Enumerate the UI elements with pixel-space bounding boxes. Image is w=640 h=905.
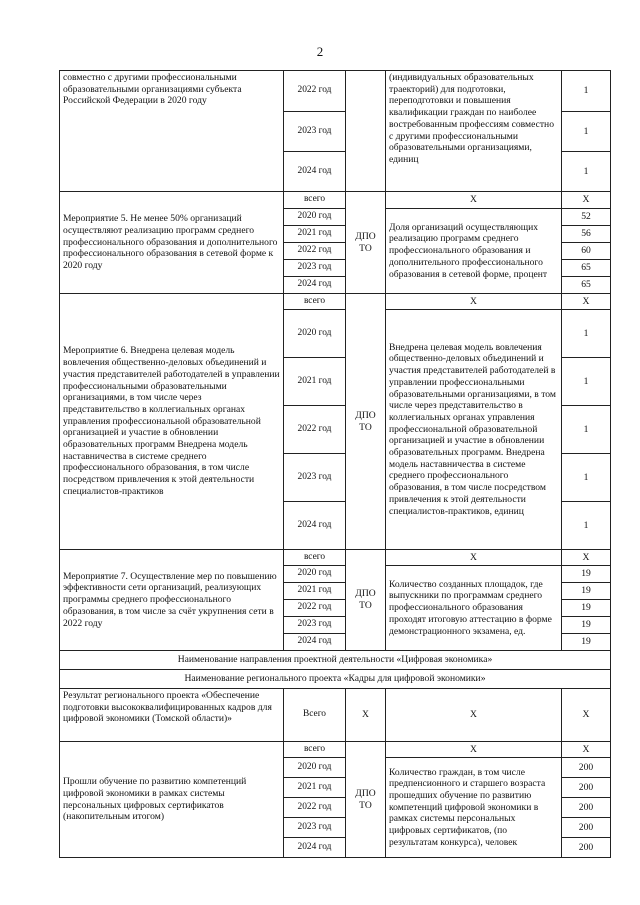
value-cell: 65 [562,277,611,294]
table-row [60,651,611,670]
value-cell: 1 [562,310,611,358]
year-cell: 2024 год [284,277,346,294]
executor-cell: ДПО ТО [346,742,386,858]
total-indicator: X [386,742,562,758]
value-cell: 200 [562,758,611,778]
year-cell: 2022 год [284,406,346,454]
project-table [59,70,611,858]
table-row [60,192,611,209]
total-indicator: X [386,192,562,209]
total-label: всего [284,550,346,566]
total-indicator: X [386,294,562,310]
year-cell: 2021 год [284,778,346,798]
total-value: X [562,550,611,566]
year-cell: 2023 год [284,617,346,634]
executor-cell: ДПО ТО [346,192,386,294]
year-cell: 2023 год [284,454,346,502]
value-cell: 200 [562,778,611,798]
table-row [60,294,611,310]
table-row [60,71,611,112]
total-indicator: X [386,550,562,566]
year-cell: 2023 год [284,112,346,152]
value-cell: 1 [562,152,611,192]
measure-6-description: Мероприятие 6. Внедрена целевая модель вовлечения общественно-деловых объединений и участия представителей работодателей в управлении профессиональными образовательными организациями, в том числе через представительство в коллегиальных органах управления профессиональной образовательной организацией и участие в обновлении образовательных программ Внедрена модель наставничества в системе среднего профессионального образования, в том числе посредством привлечения к этой деятельности специалистов-практиков [60,294,284,550]
year-cell: 2020 год [284,310,346,358]
total-value: X [562,294,611,310]
value-cell: 19 [562,566,611,583]
total-label: всего [284,192,346,209]
value-cell: 52 [562,209,611,226]
value-cell: 1 [562,454,611,502]
executor-cell: ДПО ТО [346,550,386,651]
training-description: Прошли обучение по развитию компетенций цифровой экономики в рамках системы персональных цифровых сертификатов (накопительным итогом) [60,742,284,858]
value-cell: 56 [562,226,611,243]
training-indicator: Количество граждан, в том числе предпенсионного и старшего возраста прошедших обучение по развитию компетенций цифровой экономики в рамках системы персональных цифровых сертификатов, (по результатам конкурса), человек [386,758,562,858]
year-cell: 2020 год [284,209,346,226]
year-cell: 2024 год [284,152,346,192]
value-cell: 1 [562,71,611,112]
year-cell: 2024 год [284,502,346,550]
table-row [60,742,611,758]
year-cell: 2021 год [284,358,346,406]
total-label: всего [284,294,346,310]
year-cell: 2020 год [284,566,346,583]
year-cell: 2022 год [284,600,346,617]
measure-6-indicator: Внедрена целевая модель вовлечения общественно-деловых объединений и участия представителей работодателей в управлении профессиональными образовательными организациями, в том числе через представительство в коллегиальных органах управления профессиональной образовательной организацией и участие в обновлении образовательных программ. Внедрена модель наставничества в системе среднего профессионального образования, в том числе посредством привлечения к этой деятельности специалистов-практиков, единиц [386,310,562,550]
value-cell: 1 [562,358,611,406]
value-cell: 65 [562,260,611,277]
value-cell: 19 [562,583,611,600]
year-cell: 2021 год [284,226,346,243]
value-cell: 19 [562,634,611,651]
table-row [60,550,611,566]
result-executor: X [346,689,386,742]
table-row [60,689,611,742]
result-value: X [562,689,611,742]
total-label: всего [284,742,346,758]
table-row [60,670,611,689]
measure-7-description: Мероприятие 7. Осуществление мер по повышению эффективности сети организаций, реализующих программы среднего профессионального образования, в том числе за счёт укрупнения сети в 2022 году [60,550,284,651]
year-cell: 2023 год [284,818,346,838]
result-total: Всего [284,689,346,742]
year-cell: 2020 год [284,758,346,778]
value-cell: 60 [562,243,611,260]
year-cell: 2024 год [284,838,346,858]
year-cell: 2022 год [284,798,346,818]
executor-cell [346,71,386,192]
value-cell: 200 [562,798,611,818]
year-cell: 2023 год [284,260,346,277]
year-cell: 2021 год [284,583,346,600]
value-cell: 19 [562,600,611,617]
value-cell: 19 [562,617,611,634]
value-cell: 1 [562,112,611,152]
total-value: X [562,742,611,758]
result-description: Результат регионального проекта «Обеспечение подготовки высококвалифицированных кадров для цифровой экономики (Томской области)» [60,689,284,742]
measure-5-description: Мероприятие 5. Не менее 50% организаций осуществляют реализацию программ среднего профессионального образования и дополнительного профессионального образования в сетевой форме к 2020 году [60,192,284,294]
value-cell: 200 [562,818,611,838]
value-cell: 200 [562,838,611,858]
continued-description: совместно с другими профессиональными образовательными организациями субъекта Российской Федерации в 2020 году [60,71,284,192]
continued-indicator: (индивидуальных образовательных траекторий) для подготовки, переподготовки и повышения квалификации граждан по наиболее востребованным профессиям совместно с другими профессиональными образовательными организациями, единиц [386,71,562,192]
total-value: X [562,192,611,209]
executor-cell: ДПО ТО [346,294,386,550]
year-cell: 2022 год [284,243,346,260]
direction-title: Наименование направления проектной деятельности «Цифровая экономика» [60,651,611,670]
project-title: Наименование регионального проекта «Кадры для цифровой экономики» [60,670,611,689]
measure-5-indicator: Доля организаций осуществляющих реализацию программ среднего профессионального образования и дополнительного профессионального образования в сетевой форме, процент [386,209,562,294]
year-cell: 2022 год [284,71,346,112]
value-cell: 1 [562,502,611,550]
value-cell: 1 [562,406,611,454]
year-cell: 2024 год [284,634,346,651]
page-number: 2 [316,44,324,59]
measure-7-indicator: Количество созданных площадок, где выпускники по программам среднего профессионального образования проходят итоговую аттестацию в форме демонстрационного экзамена, ед. [386,566,562,651]
result-indicator: X [386,689,562,742]
